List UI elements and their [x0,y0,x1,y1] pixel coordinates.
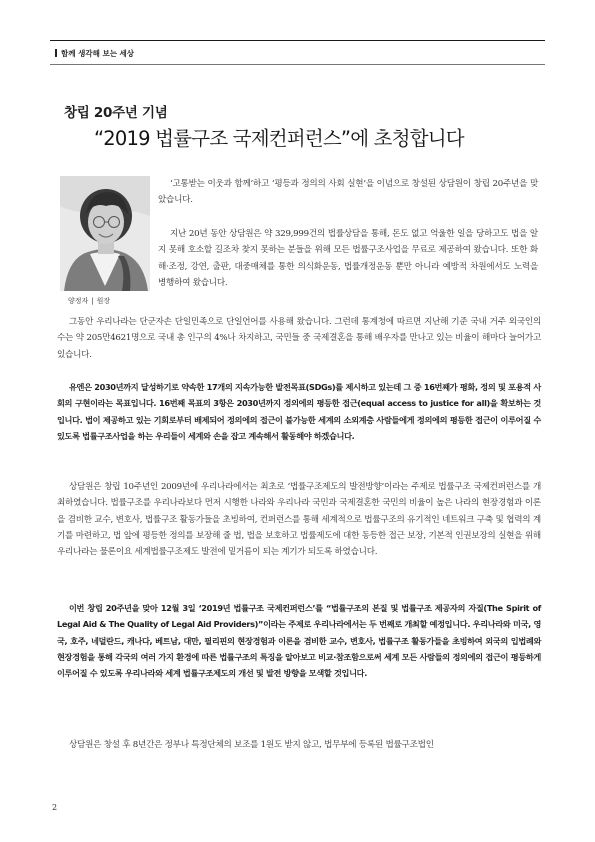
author-photo [60,176,150,291]
paragraph-sdgs: 유엔은 2030년까지 달성하기로 약속한 17개의 지속가능한 발전목표(SDGs)를 제시하고 있는데 그 중 16번째가 평화, 정의 및 포용적 사회의 구현이라는 목표입니다. 16번째 목표의 3항은 2030년까지 정의에의 평등한 접근(equal access to justice for all)을 확보하는 것입니다. 법이 제공하고 있는 기회로부터 배제되어 정의에의 접근이 불가능한 세계의 소외계층 사람들에게 정의에의 평등한 접근이 이루어질 수 있도록 법률구조사업을 하는 우리들이 세계와 손을 잡고 계속해서 활동해야 하겠습니다. [57,382,541,441]
article-title: “2019 법률구조 국제컨퍼런스”에 초청합니다 [94,127,464,150]
caption-name: 양정자 [68,297,89,305]
caption-role: 원장 [96,297,111,305]
paragraph-intro: ‘고통받는 이웃과 함께’하고 ‘평등과 정의의 사회 실현’을 이념으로 창설된 상담원이 창립 20주년을 맞았습니다. [158,179,538,206]
page-number: 2 [52,803,58,812]
article-subtitle: 창립 20주년 기념 [64,105,168,121]
section-label: 함께 생각해 보는 세상 [61,49,135,58]
section-header [55,48,134,59]
photo-caption [68,296,110,306]
header-bottom-rule [50,64,545,65]
caption-separator: | [91,297,94,305]
header-bar-mark [55,49,57,57]
paragraph-first-conference: 상담원은 창립 10주년인 2009년에 우리나라에서는 최초로 ‘법률구조제도의 발전방향’이라는 주제로 법률구조 국제컨퍼런스를 개최하였습니다. 법률구조를 우리나라보다 먼저 시행한 나라와 우리나라 국민과 국제결혼한 국민의 비율이 높은 나라의 현장경험과 이론을 겸비한 교수, 변호사, 법률구조 활동가들을 초빙하여, 컨퍼런스를 통해 세계적으로 법률구조의 유기적인 네트워크 구축 및 협력의 계기를 마련하고, 법 앞에 평등한 정의를 보장해 줄 법, 법을 보호하고 법률제도에 대한 동등한 접근 보장, 기본적 인권보장의 실현을 위해 우리나라는 물론이요 세계법률구조제도 발전에 밑거름이 되는 계기가 되도록 하였습니다. [57,482,541,558]
paragraph-2019-conference: 이번 창립 20주년을 맞아 12월 3일 ‘2019년 법률구조 국제컨퍼런스’를 “법률구조의 본질 및 법률구조 제공자의 자질(The Spirit of Legal Aid & The Quality of Legal Aid Providers)”이라는 주제로 우리나라에서는 두 번째로 개최할 예정입니다. 우리나라와 미국, 영국, 호주, 네덜란드, 캐나다, 베트남, 대만, 필리핀의 현장경험과 이론을 겸비한 교수, 변호사, 법률구조 활동가들을 초빙하여 외국의 입법례와 현장경험을 통해 각국의 여러 가지 환경에 따른 법률구조의 특징을 알아보고 비교·참조함으로써 세계 모든 사람들의 정의에의 접근이 평등하게 이루어질 수 있도록 우리나라와 세계 법률구조제도의 개선 및 발전 방향을 모색할 것입니다. [57,603,541,679]
header-top-rule [50,40,545,41]
paragraph-demographics: 그동안 우리나라는 단군자손 단일민족으로 단일언어를 사용해 왔습니다. 그런데 통계청에 따르면 지난해 기준 국내 거주 외국인의 수는 약 205만4621명으로 국내 총 인구의 4%나 차지하고, 국민들 중 국제결혼을 통해 배우자를 만나고 있는 비율이 해마다 늘어가고 있습니다. [57,317,541,360]
paragraph-funding: 상담원은 창설 후 8년간은 정부나 특정단체의 보조를 1원도 받지 않고, 법무부에 등록된 법률구조법인 [69,740,434,750]
paragraph-history: 지난 20년 동안 상담원은 약 329,999건의 법률상담을 통해, 돈도 없고 억울한 일을 당하고도 법을 알지 못해 호소할 길조차 찾지 못하는 분들을 위해 모든 법률구조사업을 무료로 제공하여 왔습니다. 또한 화해·조정, 강연, 출판, 대중매체를 통한 의식화운동, 법률개정운동 뿐만 아니라 예방적 차원에서도 노력을 병행하여 왔습니다. [158,229,538,288]
